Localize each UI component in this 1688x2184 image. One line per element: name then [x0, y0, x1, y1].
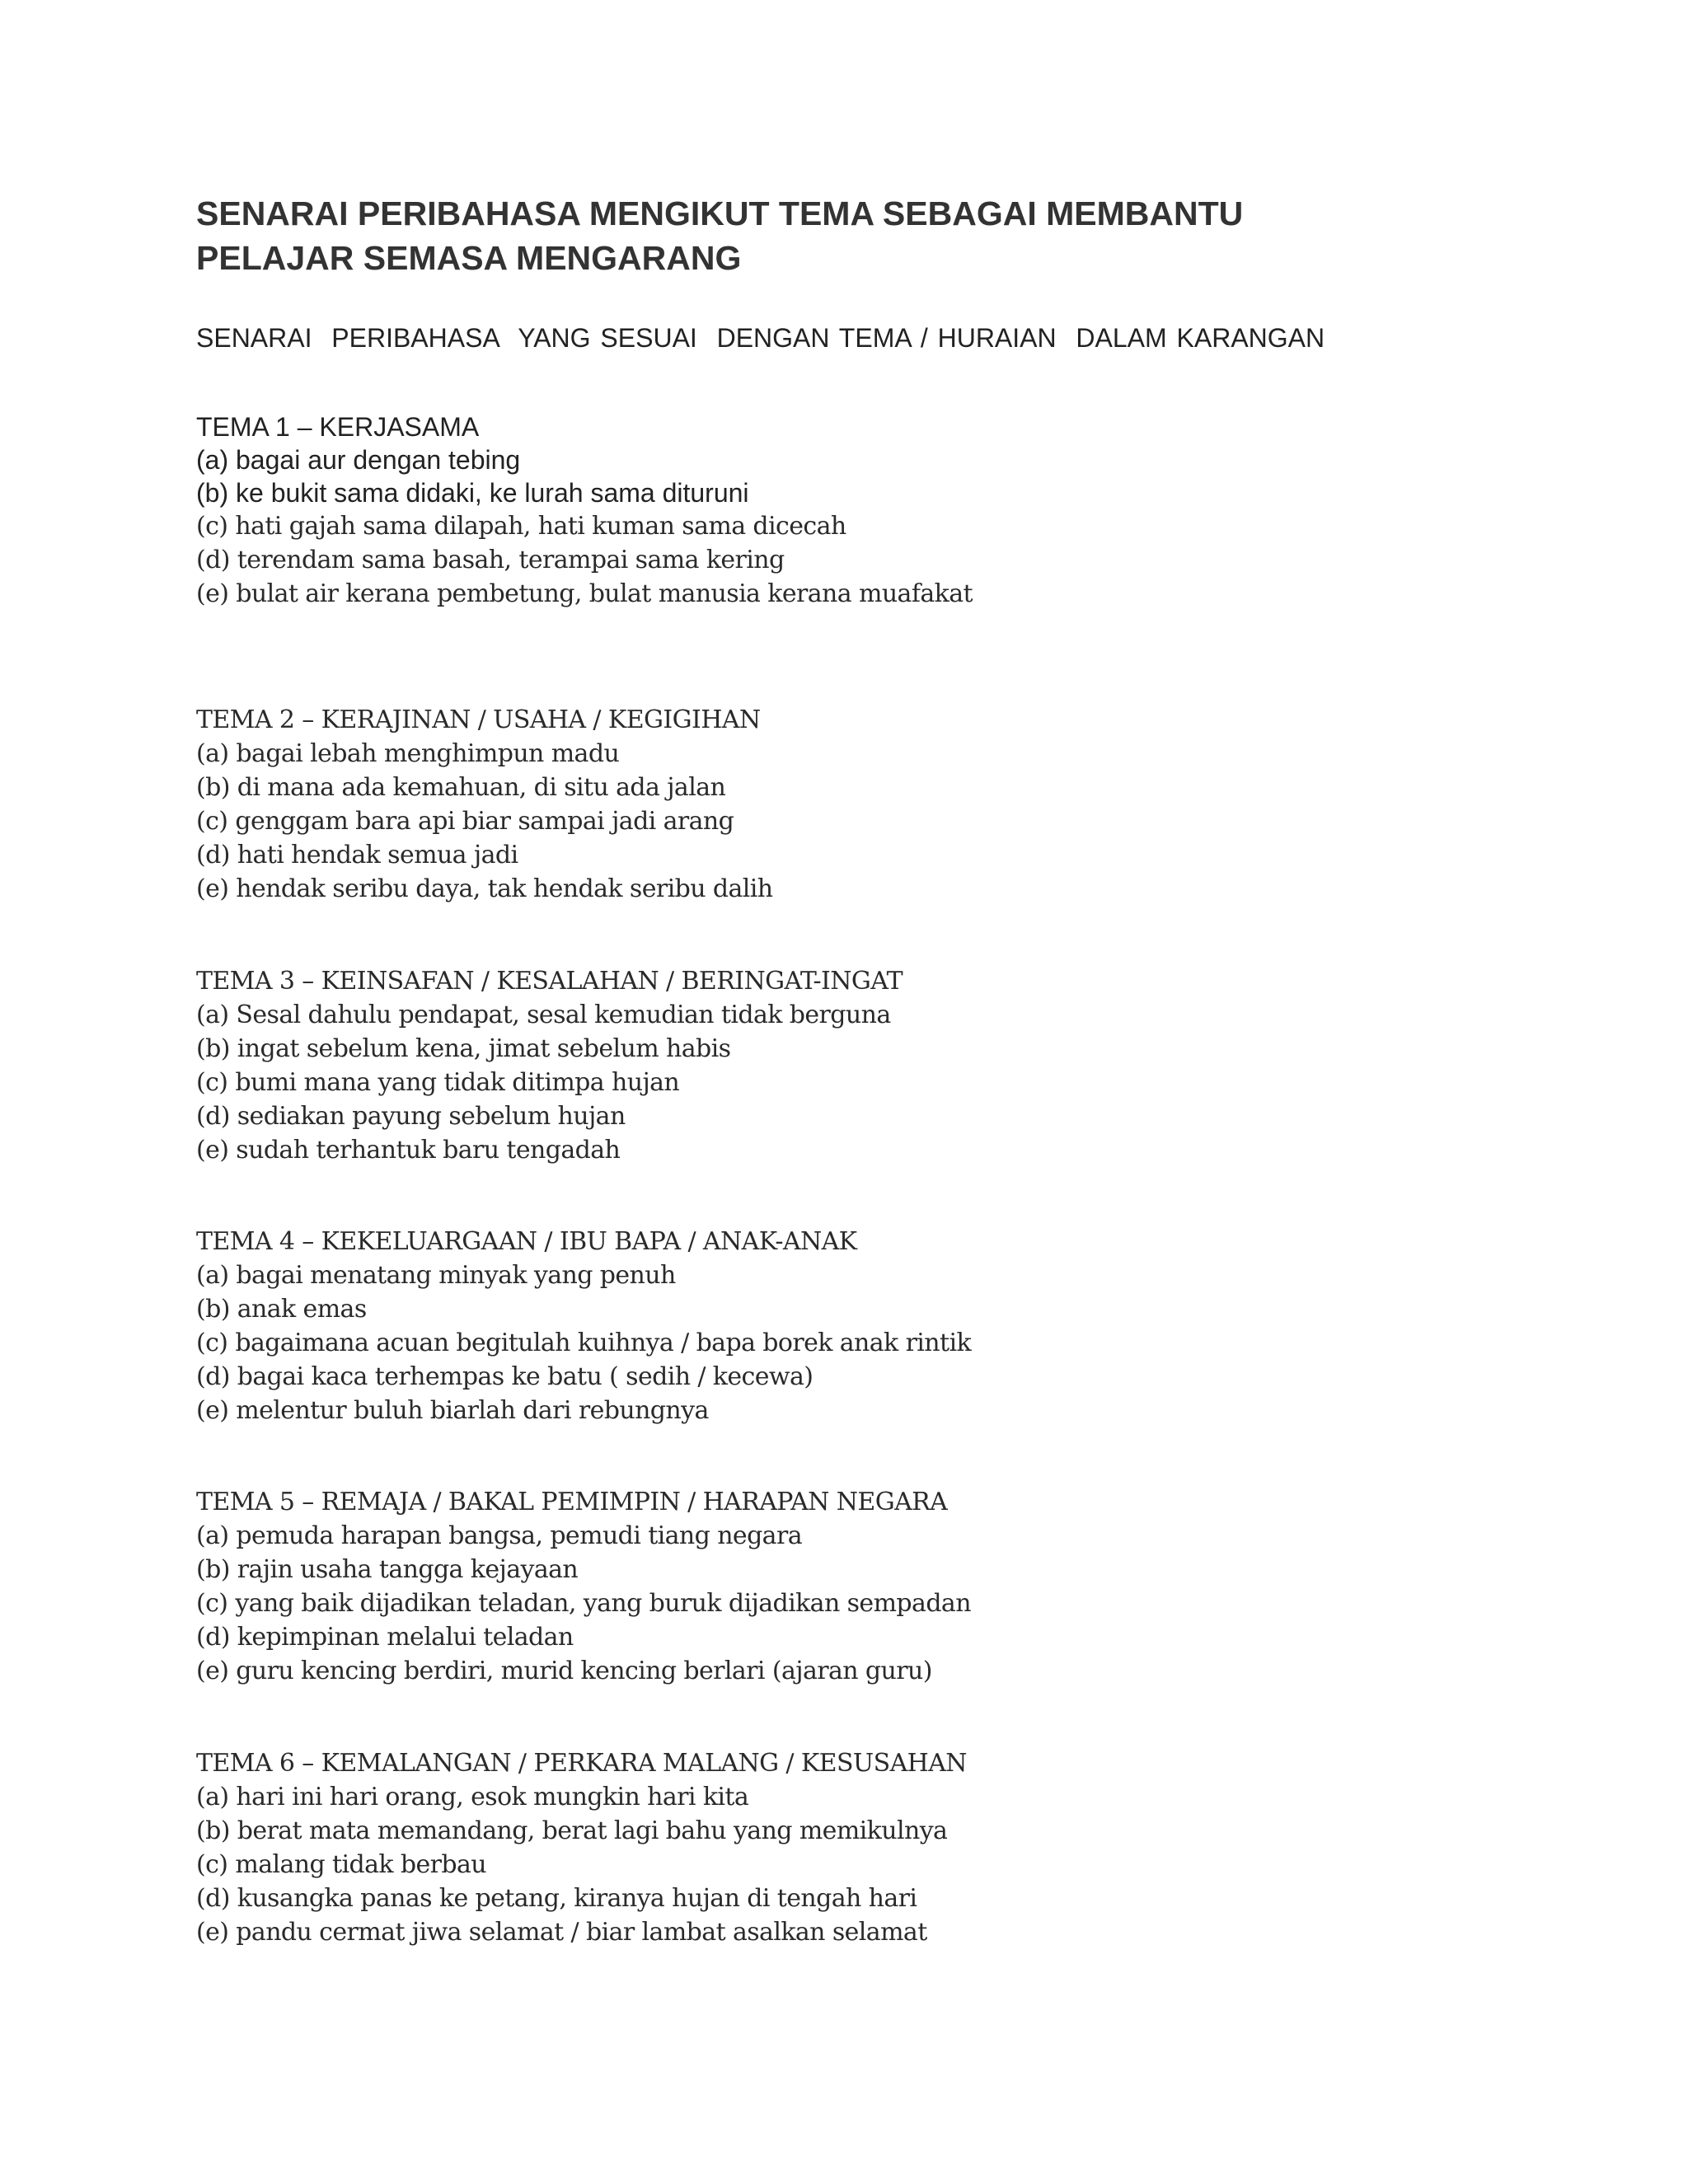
proverb-item: (a) bagai aur dengan tebing [196, 445, 521, 475]
proverb-item: (b) di mana ada kemahuan, di situ ada jalan [196, 773, 726, 802]
theme-heading: TEMA 1 – KERJASAMA [196, 412, 480, 442]
proverb-item: (e) pandu cermat jiwa selamat / biar lambat asalkan selamat [196, 1918, 927, 1947]
theme-section-4 [196, 1225, 1432, 1427]
theme-heading: TEMA 6 – KEMALANGAN / PERKARA MALANG / KESUSAHAN [196, 1749, 967, 1778]
theme-section-3 [196, 964, 1432, 1167]
proverb-item: (e) melentur buluh biarlah dari rebungnya [196, 1396, 709, 1425]
proverb-item: (e) guru kencing berdiri, murid kencing berlari (ajaran guru) [196, 1657, 932, 1685]
proverb-item: (d) sediakan payung sebelum hujan [196, 1102, 626, 1131]
proverb-item: (e) hendak seribu daya, tak hendak seribu dalih [196, 874, 773, 903]
document-subtitle: SENARAI PERIBAHASA YANG SESUAI DENGAN TEMA / HURAIAN DALAM KARANGAN [196, 323, 1325, 353]
title-line-2: PELAJAR SEMASA MENGARANG [196, 239, 742, 277]
proverb-item: (b) berat mata memandang, berat lagi bahu yang memikulnya [196, 1816, 948, 1845]
theme-heading: TEMA 2 – KERAJINAN / USAHA / KEGIGIHAN [196, 705, 761, 734]
theme-section-6 [196, 1746, 1432, 1949]
proverb-item: (d) hati hendak semua jadi [196, 841, 518, 869]
proverb-item: (c) genggam bara api biar sampai jadi arang [196, 807, 734, 836]
proverb-item: (b) ke bukit sama didaki, ke lurah sama dituruni [196, 478, 749, 508]
theme-heading: TEMA 3 – KEINSAFAN / KESALAHAN / BERINGAT-INGAT [196, 967, 903, 996]
proverb-item: (c) bumi mana yang tidak ditimpa hujan [196, 1068, 680, 1097]
proverb-item: (c) bagaimana acuan begitulah kuihnya / bapa borek anak rintik [196, 1329, 972, 1357]
proverb-item: (b) anak emas [196, 1295, 367, 1324]
proverb-item: (a) Sesal dahulu pendapat, sesal kemudian tidak berguna [196, 1001, 891, 1029]
proverb-item: (c) yang baik dijadikan teladan, yang buruk dijadikan sempadan [196, 1589, 971, 1618]
theme-heading: TEMA 4 – KEKELUARGAAN / IBU BAPA / ANAK-ANAK [196, 1227, 857, 1256]
theme-section-1 [196, 410, 1432, 611]
proverb-item: (a) hari ini hari orang, esok mungkin hari kita [196, 1783, 749, 1811]
proverb-item: (b) ingat sebelum kena, jimat sebelum habis [196, 1034, 731, 1063]
proverb-item: (c) malang tidak berbau [196, 1850, 486, 1879]
theme-heading: TEMA 5 – REMAJA / BAKAL PEMIMPIN / HARAPAN NEGARA [196, 1488, 948, 1516]
title-line-1: SENARAI PERIBAHASA MENGIKUT TEMA SEBAGAI MEMBANTU [196, 194, 1244, 232]
theme-section-2 [196, 703, 1432, 906]
proverb-item: (b) rajin usaha tangga kejayaan [196, 1555, 579, 1584]
proverb-item: (d) kusangka panas ke petang, kiranya hujan di tengah hari [196, 1884, 917, 1913]
document-title [196, 191, 1515, 280]
proverb-item: (e) bulat air kerana pembetung, bulat manusia kerana muafakat [196, 579, 973, 608]
proverb-item: (d) terendam sama basah, terampai sama kering [196, 546, 785, 574]
proverb-item: (a) bagai menatang minyak yang penuh [196, 1261, 676, 1290]
proverb-item: (a) bagai lebah menghimpun madu [196, 739, 620, 768]
proverb-item: (c) hati gajah sama dilapah, hati kuman sama dicecah [196, 512, 846, 541]
proverb-item: (d) kepimpinan melalui teladan [196, 1623, 574, 1652]
proverb-item: (a) pemuda harapan bangsa, pemudi tiang negara [196, 1521, 802, 1550]
proverb-item: (e) sudah terhantuk baru tengadah [196, 1136, 621, 1165]
theme-section-5 [196, 1485, 1432, 1688]
proverb-item: (d) bagai kaca terhempas ke batu ( sedih / kecewa) [196, 1362, 814, 1391]
